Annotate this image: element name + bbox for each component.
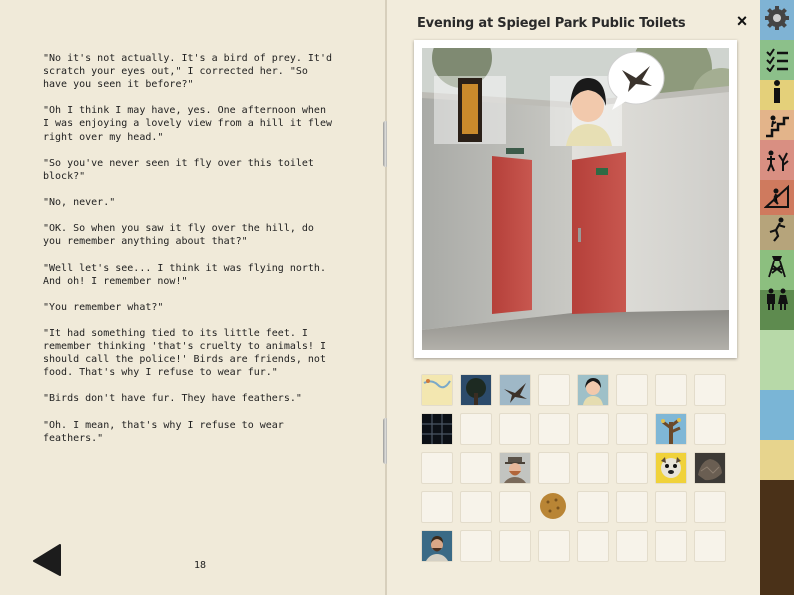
inventory-slot-filled[interactable] [694, 452, 726, 484]
inventory-slot-empty[interactable] [499, 413, 531, 445]
story-paragraph: "No, never." [43, 197, 116, 209]
back-arrow-icon [32, 544, 62, 576]
checklist-icon [764, 46, 790, 72]
sidebar-button-watchtower[interactable] [764, 252, 790, 278]
story-paragraph: "You remember what?" [43, 301, 164, 313]
jumping-person-icon [764, 216, 790, 242]
inventory-slot-filled[interactable] [421, 413, 453, 445]
close-button[interactable]: × [736, 11, 748, 31]
inventory-slot-empty[interactable] [655, 491, 687, 523]
sidebar-button-checklist[interactable] [764, 46, 790, 72]
inventory-slot-empty[interactable] [499, 491, 531, 523]
sidebar-button-settings-gear[interactable] [764, 5, 790, 31]
inventory-slot-empty[interactable] [616, 374, 648, 406]
sidebar-button-person-tree[interactable] [764, 147, 790, 173]
inventory-slot-filled[interactable] [655, 413, 687, 445]
info-icon [764, 78, 790, 104]
inventory-slot-empty[interactable] [655, 530, 687, 562]
story-paragraph: "Birds don't have fur. They have feathers." [43, 393, 302, 405]
toilets-icon [764, 286, 790, 312]
sidebar-button-info[interactable] [764, 78, 790, 104]
inventory-slot-filled[interactable] [421, 530, 453, 562]
cookie-item-icon [538, 491, 568, 521]
tree-item-icon [461, 375, 491, 405]
inventory-slot-empty[interactable] [538, 413, 570, 445]
watchtower-icon [764, 252, 790, 278]
inventory-slot-empty[interactable] [499, 530, 531, 562]
sidebar-color-band [760, 330, 794, 390]
story-paragraph: "OK. So when you saw it fly over the hill, do you remember anything about that?" [43, 223, 314, 248]
inventory-slot-empty[interactable] [655, 374, 687, 406]
inventory-slot-empty[interactable] [577, 530, 609, 562]
inventory-slot-filled[interactable] [538, 491, 570, 523]
back-arrow-button[interactable] [32, 544, 62, 576]
inventory-slot-empty[interactable] [577, 413, 609, 445]
inventory-slot-empty[interactable] [694, 491, 726, 523]
story-paragraph: "No it's not actually. It's a bird of prey. It'd scratch your eyes out," I corrected her. "So have you seen it before?" [43, 53, 332, 91]
inventory-slot-empty[interactable] [694, 413, 726, 445]
inventory-slot-empty[interactable] [460, 530, 492, 562]
inventory-slot-empty[interactable] [616, 452, 648, 484]
left-page [0, 0, 386, 595]
story-paragraph: "It had something tied to its little feet. I remember thinking 'that's cruelty to animals! I should call the police!' Birds are friends, not food. That's why I refuse to wear fur." [43, 327, 326, 379]
sidebar-button-climbing-person[interactable] [764, 183, 790, 209]
sidebar-button-jumping-person[interactable] [764, 216, 790, 242]
inventory-slot-empty[interactable] [694, 530, 726, 562]
map-item-icon [422, 375, 452, 405]
inventory-slot-empty[interactable] [616, 491, 648, 523]
climbing-person-icon [764, 183, 790, 209]
sidebar-button-stairs-climber[interactable] [764, 112, 790, 138]
man-portrait-item-icon [422, 531, 452, 561]
scene-title: Evening at Spiegel Park Public Toilets [417, 16, 686, 31]
hawk-item-icon [500, 375, 530, 405]
toilet-block-scene [422, 48, 729, 350]
inventory-slot-empty[interactable] [421, 491, 453, 523]
dog-item-icon [656, 453, 686, 483]
cactus-item-icon [656, 414, 686, 444]
inventory-slot-empty[interactable] [538, 530, 570, 562]
inventory-slot-filled[interactable] [460, 374, 492, 406]
settings-gear-icon [764, 5, 790, 31]
story-paragraph: "Oh. I mean, that's why I refuse to wear feathers." [43, 419, 284, 444]
sidebar-button-toilets[interactable] [764, 286, 790, 312]
woman-portrait-item-icon [578, 375, 608, 405]
stairs-climber-icon [764, 112, 790, 138]
sidebar-color-band [760, 440, 794, 480]
inventory-slot-empty[interactable] [538, 452, 570, 484]
inventory-slot-filled[interactable] [421, 374, 453, 406]
inventory-slot-empty[interactable] [694, 374, 726, 406]
story-paragraph: "Well let's see... I think it was flying north. And oh! I remember now!" [43, 262, 326, 287]
bearded-man-hat-item-icon [500, 453, 530, 483]
scene-photo [414, 40, 737, 358]
inventory-slot-filled[interactable] [655, 452, 687, 484]
tool-sidebar [760, 0, 794, 595]
inventory-slot-filled[interactable] [499, 374, 531, 406]
inventory-slot-empty[interactable] [421, 452, 453, 484]
sidebar-bottom-band [760, 480, 794, 595]
inventory-slot-filled[interactable] [577, 374, 609, 406]
inventory-slot-empty[interactable] [460, 452, 492, 484]
sidebar-color-band [760, 390, 794, 440]
person-tree-icon [764, 147, 790, 173]
inventory-slot-empty[interactable] [538, 374, 570, 406]
story-text [43, 52, 343, 458]
inventory-slot-empty[interactable] [460, 491, 492, 523]
inventory-slot-empty[interactable] [616, 530, 648, 562]
inventory-slot-empty[interactable] [577, 491, 609, 523]
rock-item-icon [695, 453, 725, 483]
inventory-slot-empty[interactable] [577, 452, 609, 484]
page-number: 18 [193, 560, 207, 571]
inventory-slot-empty[interactable] [460, 413, 492, 445]
story-paragraph: "So you've never seen it fly over this toilet block?" [43, 157, 314, 182]
window-grid-item-icon [422, 414, 452, 444]
inventory-slot-filled[interactable] [499, 452, 531, 484]
inventory-slot-empty[interactable] [616, 413, 648, 445]
story-paragraph: "Oh I think I may have, yes. One afternoon when I was enjoying a lovely view from a hill it flew right over my head." [43, 105, 332, 143]
